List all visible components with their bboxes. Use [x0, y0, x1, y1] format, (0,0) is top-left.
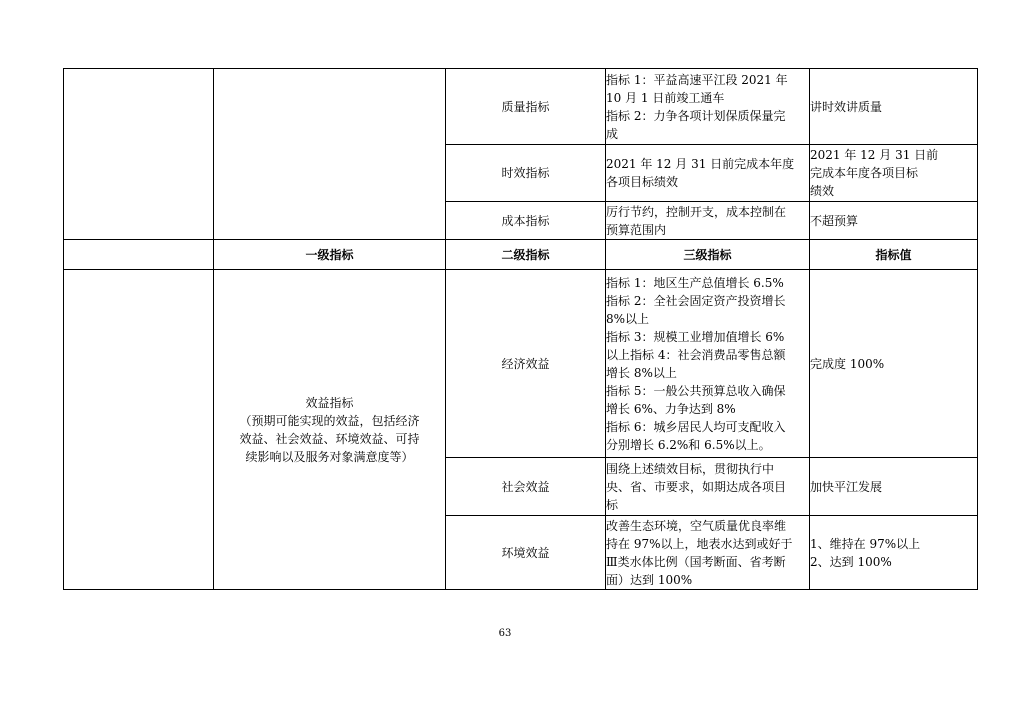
second-level-cell: 成本指标 [446, 202, 606, 240]
value-cell: 讲时效讲质量 [810, 69, 978, 145]
value-cell: 不超预算 [810, 202, 978, 240]
second-level-cell: 环境效益 [446, 516, 606, 590]
benefit-level1-cell: 效益指标 （预期可能实现的效益，包括经济 效益、社会效益、环境效益、可持 续影响以及服务对象满意度等） [214, 270, 446, 590]
third-level-cell: 指标 1：地区生产总值增长 6.5% 指标 2：全社会固定资产投资增长 8%以上 指标 3：规模工业增加值增长 6% 以上指标 4：社会消费品零售总额 增长 8%以上 指标 5：一般公共预算总收入确保 增长 6%、力争达到 8% 指标 6：城乡居民人均可支配收入 分别增长 6.2%和 6.5%以上。 [606, 270, 810, 458]
header-level2: 二级指标 [446, 240, 606, 270]
second-level-cell: 社会效益 [446, 458, 606, 516]
header-level1: 一级指标 [214, 240, 446, 270]
value-cell: 加快平江发展 [810, 458, 978, 516]
blank-cell [64, 69, 214, 240]
indicator-table [63, 68, 978, 590]
header-level3: 三级指标 [606, 240, 810, 270]
second-level-cell: 经济效益 [446, 270, 606, 458]
blank-cell [214, 69, 446, 240]
blank-cell [64, 270, 214, 590]
table-row [64, 69, 978, 145]
third-level-cell: 改善生态环境，空气质量优良率维 持在 97%以上，地表水达到或好于 Ⅲ类水体比例（国考断面、省考断 面）达到 100% [606, 516, 810, 590]
third-level-cell: 围绕上述绩效目标，贯彻执行中 央、省、市要求，如期达成各项目 标 [606, 458, 810, 516]
header-row [64, 240, 978, 270]
table-row [64, 270, 978, 458]
page-number: 63 [498, 628, 512, 639]
second-level-cell: 质量指标 [446, 69, 606, 145]
second-level-cell: 时效指标 [446, 145, 606, 202]
blank-cell [64, 240, 214, 270]
third-level-cell: 指标 1：平益高速平江段 2021 年 10 月 1 日前竣工通车 指标 2：力争各项计划保质保量完 成 [606, 69, 810, 145]
value-cell: 完成度 100% [810, 270, 978, 458]
header-value: 指标值 [810, 240, 978, 270]
third-level-cell: 厉行节约，控制开支，成本控制在 预算范围内 [606, 202, 810, 240]
third-level-cell: 2021 年 12 月 31 日前完成本年度 各项目标绩效 [606, 145, 810, 202]
value-cell: 1、维持在 97%以上 2、达到 100% [810, 516, 978, 590]
value-cell: 2021 年 12 月 31 日前 完成本年度各项目标 绩效 [810, 145, 978, 202]
